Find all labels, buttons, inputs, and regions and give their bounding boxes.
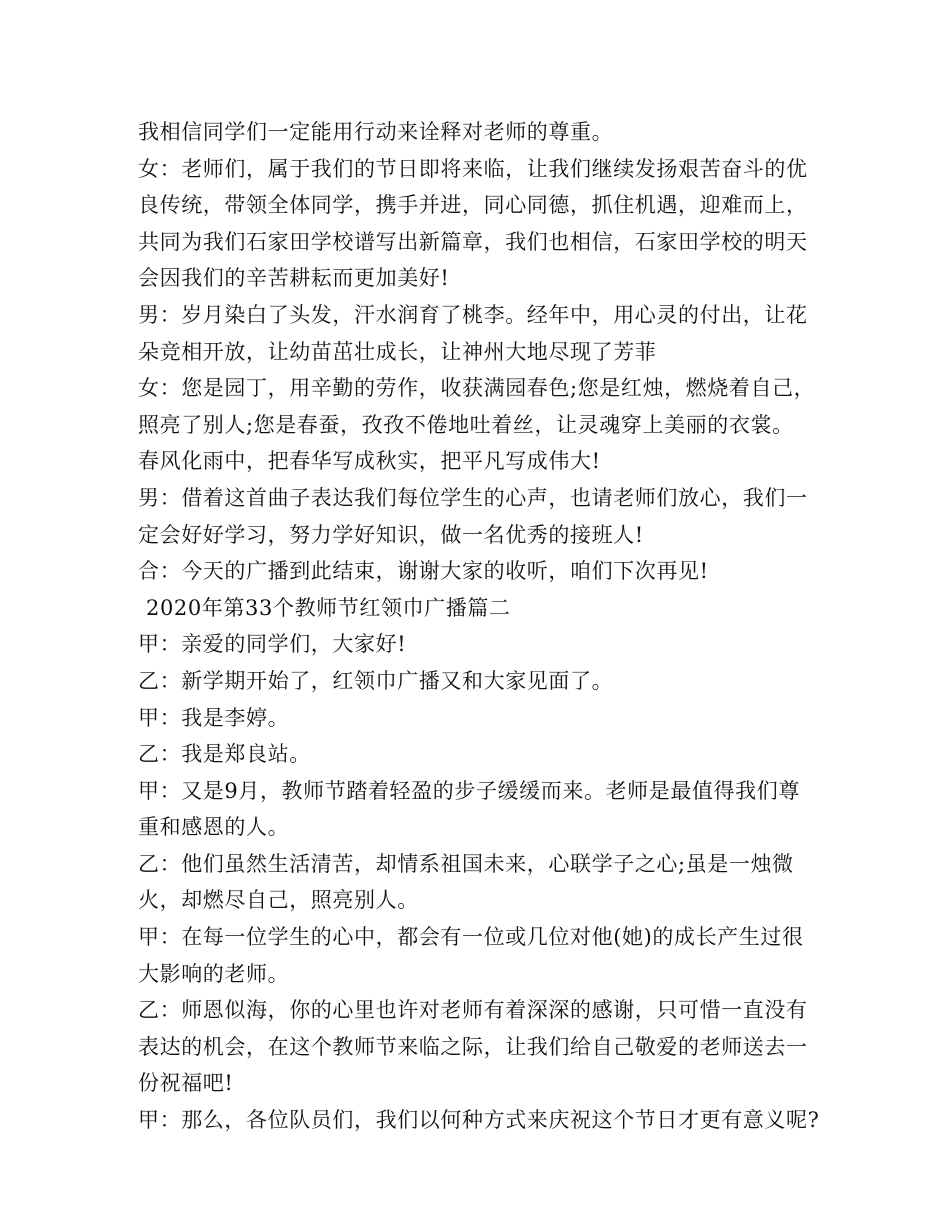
text-line: 火，却燃尽自己，照亮别人。 <box>138 888 419 913</box>
text-line: 我相信同学们一定能用行动来诠释对老师的尊重。 <box>138 120 614 144</box>
text-line: 乙：我是郑良站。 <box>138 742 311 767</box>
text-line: 甲：那么，各位队员们，我们以何种方式来庆祝这个节日才更有意义呢? <box>138 1108 820 1133</box>
text-line: 乙：师恩似海，你的心里也许对老师有着深深的感谢，只可惜一直没有 <box>138 998 808 1023</box>
text-line: 重和感恩的人。 <box>138 815 290 840</box>
text-line: 甲：亲爱的同学们，大家好! <box>138 632 407 657</box>
document-body <box>138 114 828 1139</box>
text-line: 乙：新学期开始了，红领巾广播又和大家见面了。 <box>138 668 614 693</box>
text-line: 定会好好学习，努力学好知识，做一名优秀的接班人! <box>138 522 644 547</box>
text-line: 份祝福吧! <box>138 1071 234 1096</box>
text-line: 会因我们的辛苦耕耘而更加美好! <box>138 266 450 291</box>
text-line: 甲：又是9月，教师节踏着轻盈的步子缓缓而来。老师是最值得我们尊 <box>138 778 800 803</box>
text-line: 朵竞相开放，让幼苗茁壮成长，让神州大地尽现了芳菲 <box>138 339 657 364</box>
section-heading: 2020年第33个教师节红领巾广播篇二 <box>146 595 511 620</box>
text-line: 春风化雨中，把春华写成秋实，把平凡写成伟大! <box>138 449 601 474</box>
text-line: 甲：我是李婷。 <box>138 705 290 730</box>
text-line: 合：今天的广播到此结束，谢谢大家的收听，咱们下次再见! <box>138 559 709 584</box>
text-line: 女：您是园丁，用辛勤的劳作，收获满园春色;您是红烛，燃烧着自己， <box>138 376 816 401</box>
text-line: 男：借着这首曲子表达我们每位学生的心声，也请老师们放心，我们一 <box>138 485 808 510</box>
text-line: 甲：在每一位学生的心中，都会有一位或几位对他(她)的成长产生过很 <box>138 925 804 950</box>
text-line: 男：岁月染白了头发，汗水润育了桃李。经年中，用心灵的付出，让花 <box>138 302 808 327</box>
text-line: 大影响的老师。 <box>138 961 290 986</box>
text-line: 女：老师们，属于我们的节日即将来临，让我们继续发扬艰苦奋斗的优 <box>138 156 808 181</box>
text-line: 表达的机会，在这个教师节来临之际，让我们给自己敬爱的老师送去一 <box>138 1034 808 1059</box>
text-line: 照亮了别人;您是春蚕，孜孜不倦地吐着丝，让灵魂穿上美丽的衣裳。 <box>138 412 794 437</box>
text-line: 良传统，带领全体同学，携手并进，同心同德，抓住机遇，迎难而上， <box>138 193 808 218</box>
text-line: 共同为我们石家田学校谱写出新篇章，我们也相信，石家田学校的明天 <box>138 229 808 254</box>
text-line: 乙：他们虽然生活清苦，却情系祖国未来，心联学子之心;虽是一烛微 <box>138 851 794 876</box>
